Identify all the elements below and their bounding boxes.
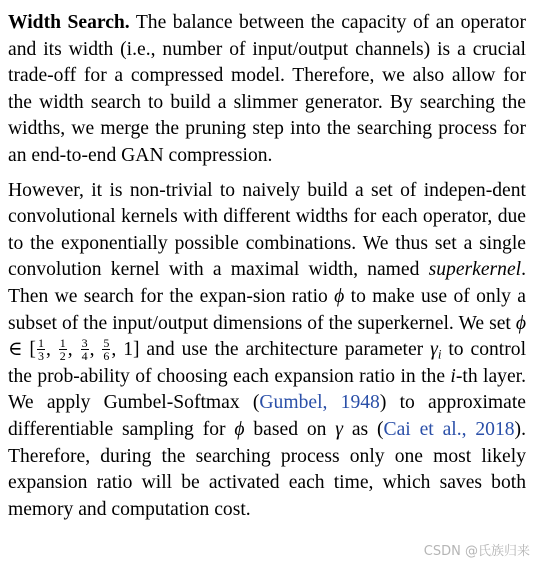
- paragraph-text: ). Therefore, during the searching process only one most likely expansion ratio will be activated each time, which saves both memory and computation cost.: [8, 418, 526, 520]
- symbol-phi: ϕ: [515, 312, 526, 334]
- fraction: [81, 337, 89, 362]
- fraction-numerator: 5: [103, 336, 110, 351]
- symbol-gamma: γ: [430, 339, 438, 361]
- paragraph-text: . Then we search for the expan-sion ratio: [8, 259, 526, 307]
- math-comma: ,: [111, 339, 124, 361]
- paragraph-text: The balance between the capacity of an operator and its width (i.e., number of input/output channels) is a crucial trade-off for a compressed model. Therefore, we also allow for the width search to build a slimmer generator. By searching the widths, we merge the pruning step into the searching process for an end-to-end GAN compression.: [8, 12, 526, 166]
- paragraph-width-search: [8, 10, 526, 170]
- symbol-phi: ϕ: [334, 285, 345, 307]
- fraction: [59, 337, 67, 362]
- paragraph-text: to make use of only a subset of the input/output dimensions of the superkernel. We set: [8, 285, 526, 334]
- fraction-denominator: 3: [37, 349, 44, 364]
- watermark: CSDN @氏族归来: [423, 544, 530, 559]
- paragraph-superkernel: [8, 178, 526, 524]
- section-heading: Width Search.: [8, 12, 130, 33]
- fraction-denominator: 6: [103, 349, 110, 364]
- paragraph-text: However, it is non-trivial to naively build a set of indepen-dent convolutional kernels with different widths for each operator, due to the exponentially possible combinations. We thus set a single convolution kernel with a maximal width, named: [8, 179, 526, 281]
- fraction-denominator: 2: [59, 349, 66, 364]
- math-set-open: ∈ [: [8, 339, 36, 361]
- paragraph-text: as (: [343, 418, 384, 440]
- fraction: [102, 337, 110, 362]
- paragraph-text: and use the architecture parameter: [139, 339, 431, 361]
- symbol-phi: ϕ: [234, 418, 245, 440]
- paper-excerpt: [8, 10, 526, 523]
- paragraph-text: -th layer. We apply Gumbel-Softmax (: [8, 365, 526, 414]
- paragraph-text: based on: [244, 418, 336, 440]
- math-set-close: 1]: [123, 339, 140, 361]
- symbol-i: i: [450, 365, 456, 387]
- term-superkernel: superkernel: [428, 259, 522, 281]
- fraction-numerator: 1: [59, 336, 66, 351]
- subscript-i: i: [437, 346, 442, 362]
- citation-link[interactable]: Gumbel, 1948: [259, 392, 380, 414]
- fraction-numerator: 1: [37, 336, 44, 351]
- symbol-gamma: γ: [335, 418, 344, 440]
- fraction-denominator: 4: [81, 349, 88, 364]
- paragraph-text: to control the prob-ability of choosing each expansion ratio in the: [8, 339, 527, 387]
- math-comma: ,: [89, 339, 102, 361]
- math-comma: ,: [67, 339, 80, 361]
- math-comma: ,: [45, 339, 58, 361]
- citation-link[interactable]: Cai et al., 2018: [383, 418, 515, 440]
- fraction-numerator: 3: [81, 336, 88, 351]
- paragraph-text: ) to approximate differentiable sampling for: [8, 392, 526, 440]
- fraction: [37, 337, 45, 362]
